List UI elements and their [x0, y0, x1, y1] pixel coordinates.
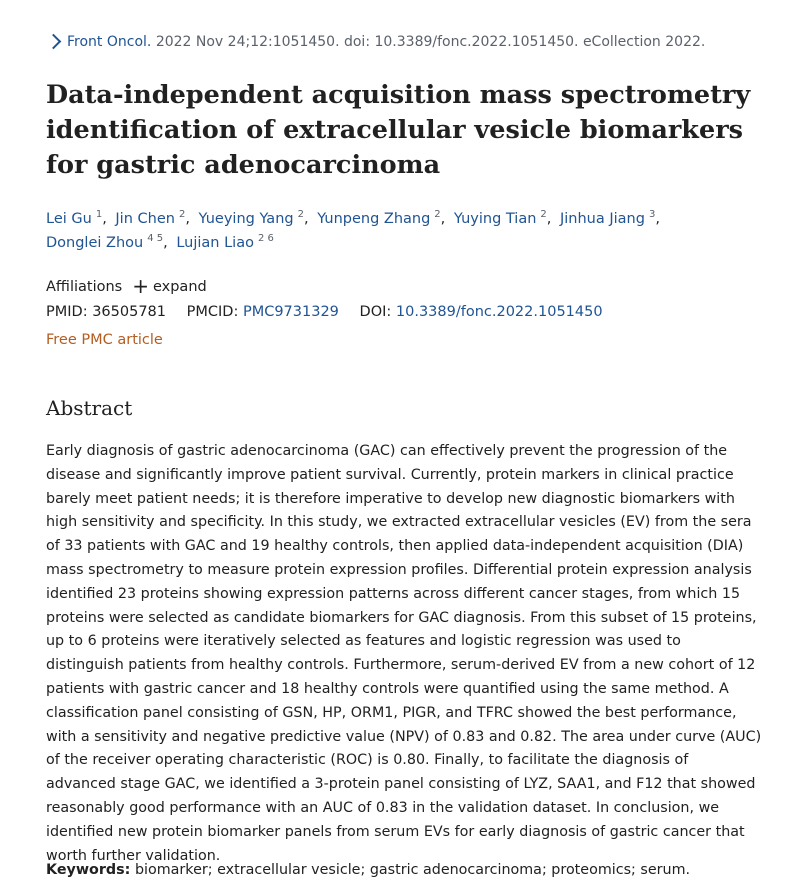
chevron-right-icon[interactable]	[46, 34, 62, 50]
expand-label[interactable]: expand	[152, 279, 207, 295]
author-link[interactable]: Yunpeng Zhang	[317, 211, 431, 227]
doi-label: DOI:	[359, 304, 392, 320]
pmcid-link[interactable]: PMC9731329	[242, 304, 339, 320]
author-link[interactable]: Jinhua Jiang	[560, 211, 645, 227]
author-item: Yuying Tian $^2$,	[453, 209, 552, 227]
pmid-value: 36505781	[92, 304, 167, 320]
journal-link[interactable]: Front Oncol.	[67, 34, 152, 50]
author-affiliation-number[interactable]: 4 5	[147, 233, 164, 244]
author-item: Yueying Yang $^2$,	[198, 209, 309, 227]
author-link[interactable]: Donglei Zhou	[46, 235, 144, 251]
keywords-value: biomarker; extracellular vesicle; gastric adenocarcinoma; proteomics; serum.	[134, 862, 691, 878]
affiliations-toggle[interactable]	[46, 274, 207, 298]
author-item: Jin Chen $^2$,	[115, 209, 190, 227]
author-affiliation-number[interactable]: 2	[434, 209, 441, 220]
author-link[interactable]: Lujian Liao	[176, 235, 254, 251]
free-pmc-article-badge[interactable]: Free PMC article	[46, 332, 163, 348]
doi-link[interactable]: 10.3389/fonc.2022.1051450	[395, 304, 603, 320]
abstract-text: Early diagnosis of gastric adenocarcinoma (GAC) can effectively prevent the progression of the disease and significantly improve patient survival. Currently, protein markers in clinical practice barely meet patient needs; it is therefore imperative to develop new diagnostic biomarkers with high sensitivity and specificity. In this study, we extracted extracellular vesicles (EV) from the sera of 33 patients with GAC and 19 healthy controls, then applied data-independent acquisition (DIA) mass spectrometry to measure protein expression profiles. Differential protein expression analysis identified 23 proteins showing expression patterns across different cancer stages, from which 15 proteins were selected as candidate biomarkers for GAC diagnosis. From this subset of 15 proteins, up to 6 proteins were iteratively selected as features and logistic regression was used to distinguish patients from healthy controls. Furthermore, serum-derived EV from a new cohort of 12 patients with gastric cancer and 18 healthy controls were quantified using the same method. A classification panel consisting of GSN, HP, ORM1, PIGR, and TFRC showed the best performance, with a sensitivity and negative predictive value (NPV) of 0.83 and 0.82. The area under curve (AUC) of the receiver operating characteristic (ROC) is 0.80. Finally, to facilitate the diagnosis of advanced stage GAC, we identified a 3-protein panel consisting of LYZ, SAA1, and F12 that showed reasonably good performance with an AUC of 0.83 in the validation dataset. In conclusion, we identified new protein biomarker panels from serum EVs for early diagnosis of gastric cancer that worth further validation.	[46, 443, 762, 864]
plus-icon[interactable]: +	[132, 274, 149, 298]
author-affiliation-number[interactable]: 3	[648, 209, 656, 220]
author-link[interactable]: Yuying Tian	[453, 211, 537, 227]
author-affiliation-number[interactable]: 2 6	[257, 233, 274, 244]
author-item: Lei Gu $^1$,	[46, 209, 107, 227]
citation-line	[46, 34, 705, 50]
citation-details: 2022 Nov 24;12:1051450. doi: 10.3389/fonc.2022.1051450. eCollection 2022.	[155, 34, 706, 50]
pmcid-label: PMCID:	[186, 304, 239, 320]
author-item: Yunpeng Zhang $^2$,	[317, 209, 446, 227]
author-affiliation-number[interactable]: 2	[297, 209, 304, 220]
author-affiliation-number[interactable]: 2	[178, 209, 186, 220]
keywords-line	[46, 862, 766, 878]
keywords-label: Keywords:	[46, 862, 131, 878]
author-link[interactable]: Jin Chen	[115, 211, 175, 227]
author-item: Jinhua Jiang $^3$,	[560, 209, 660, 227]
abstract-heading: Abstract	[46, 396, 133, 420]
affiliations-label: Affiliations	[46, 279, 123, 295]
author-list	[46, 207, 746, 255]
author-link[interactable]: Yueying Yang	[198, 211, 294, 227]
identifier-line	[46, 304, 603, 320]
author-item: Donglei Zhou $^{4 5}$,	[46, 233, 168, 251]
pmid-label: PMID:	[46, 304, 88, 320]
author-affiliation-number[interactable]: 1	[95, 209, 103, 220]
author-link[interactable]: Lei Gu	[46, 211, 92, 227]
author-item	[176, 235, 274, 251]
article-title: Data-independent acquisition mass spectrometry identification of extracellular vesicle biomarkers for gastric adenocarcinoma	[46, 80, 751, 180]
author-affiliation-number[interactable]: 2	[540, 209, 547, 220]
